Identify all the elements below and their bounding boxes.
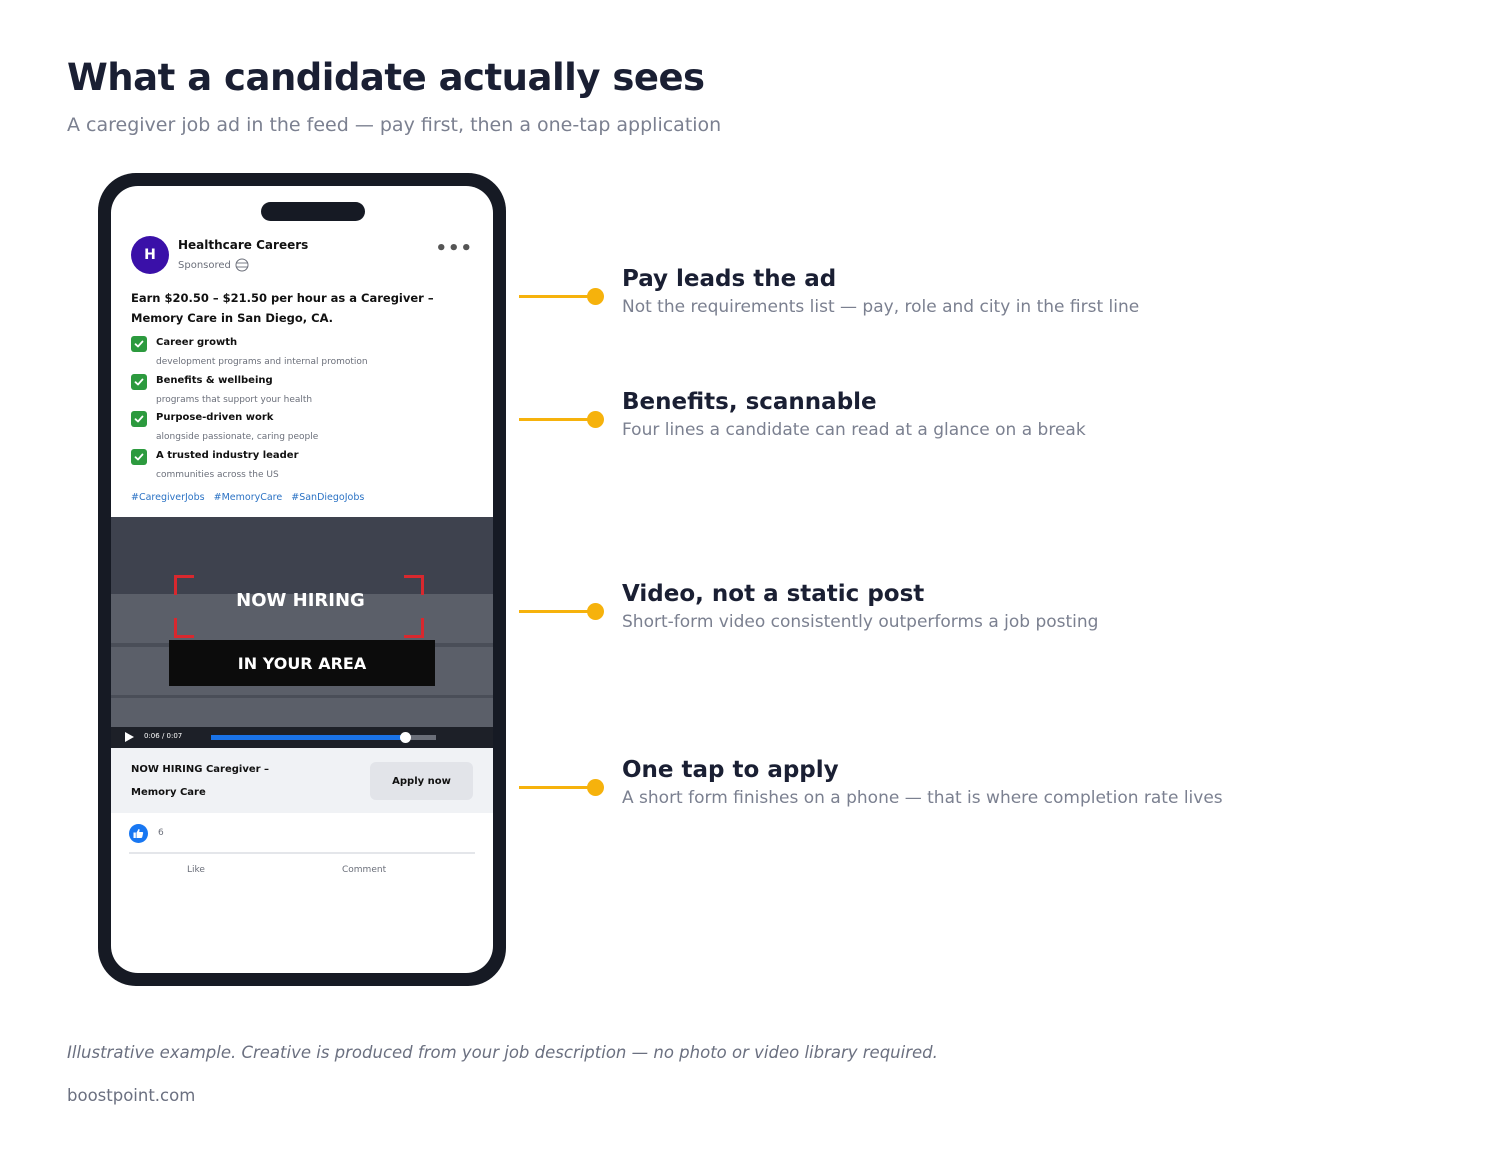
apply-now-button[interactable]: Apply now <box>370 762 473 800</box>
hashtag-link[interactable]: #MemoryCare <box>213 492 283 503</box>
benefit-subtitle: programs that support your health <box>156 394 313 405</box>
hashtag-link[interactable]: #SanDiegoJobs <box>291 492 365 503</box>
sponsored-text: Sponsored <box>178 259 231 271</box>
benefit-item <box>131 449 471 487</box>
phone-notch <box>261 202 365 221</box>
page-name[interactable]: Healthcare Careers <box>178 238 309 252</box>
benefit-subtitle: alongside passionate, caring people <box>156 432 319 443</box>
hashtag-list <box>131 492 370 503</box>
video-overlay-banner: IN YOUR AREA <box>169 640 435 686</box>
benefit-subtitle: communities across the US <box>156 470 279 481</box>
callout-subtitle: A short form finishes on a phone — that is where completion rate lives <box>622 788 1223 808</box>
callout-subtitle: Short-form video consistently outperforms a job posting <box>622 612 1099 632</box>
callout-apply <box>519 757 1419 832</box>
callout-connector <box>519 786 591 789</box>
comment-button[interactable]: Comment <box>342 865 387 875</box>
video-overlay-headline: NOW HIRING <box>236 590 365 611</box>
sponsored-label <box>178 258 249 272</box>
phone-mockup <box>98 173 506 986</box>
callout-title: Video, not a static post <box>622 581 925 607</box>
frame-corner <box>174 618 194 638</box>
benefit-item <box>131 374 471 412</box>
callout-dot <box>587 288 604 305</box>
video-time: 0:06 / 0:07 <box>144 732 183 740</box>
callout-connector <box>519 418 591 421</box>
video-progress-handle[interactable] <box>400 732 411 743</box>
reaction-summary[interactable] <box>129 824 475 844</box>
benefit-title: A trusted industry leader <box>156 450 299 462</box>
video-controls <box>111 727 493 748</box>
callout-benefits <box>519 389 1419 464</box>
page-title: What a candidate actually sees <box>67 56 705 99</box>
frame-corner <box>404 618 424 638</box>
cta-bar <box>111 748 493 813</box>
reaction-count: 6 <box>158 828 164 838</box>
avatar[interactable]: H <box>131 236 169 274</box>
callout-subtitle: Four lines a candidate can read at a glance on a break <box>622 420 1086 440</box>
video-background <box>111 517 493 594</box>
checkmark-icon <box>131 374 147 390</box>
footnote: Illustrative example. Creative is produced from your job description — no photo or video library required. <box>67 1043 938 1062</box>
callout-dot <box>587 779 604 796</box>
benefit-title: Career growth <box>156 337 238 348</box>
video-player[interactable] <box>111 517 493 748</box>
checkmark-icon <box>131 411 147 427</box>
globe-icon <box>235 258 249 272</box>
like-button[interactable]: Like <box>187 865 205 875</box>
thumbs-up-icon <box>129 824 148 843</box>
callout-connector <box>519 610 591 613</box>
video-progress-track[interactable] <box>211 735 436 740</box>
play-icon[interactable] <box>125 732 134 742</box>
benefit-list <box>131 336 471 487</box>
callout-subtitle: Not the requirements list — pay, role and city in the first line <box>622 297 1140 317</box>
benefit-subtitle: development programs and internal promotion <box>156 357 368 367</box>
page-subtitle: A caregiver job ad in the feed — pay first, then a one-tap application <box>67 114 722 136</box>
cta-text: NOW HIRING Caregiver – Memory Care <box>131 764 270 798</box>
benefit-item <box>131 336 471 374</box>
benefit-title: Benefits & wellbeing <box>156 374 273 386</box>
video-progress-fill <box>211 735 405 740</box>
callout-dot <box>587 603 604 620</box>
checkmark-icon <box>131 336 147 352</box>
callout-title: Benefits, scannable <box>622 389 877 415</box>
callout-video <box>519 581 1419 656</box>
phone-screen <box>111 186 493 973</box>
ad-headline: Earn $20.50 – $21.50 per hour as a Caregiver – Memory Care in San Diego, CA. <box>131 291 434 325</box>
callout-title: One tap to apply <box>622 757 839 783</box>
hashtag-link[interactable]: #CaregiverJobs <box>131 492 205 503</box>
ad-header <box>131 236 473 276</box>
callout-pay <box>519 266 1419 341</box>
more-options-icon[interactable]: ••• <box>435 238 473 259</box>
callout-dot <box>587 411 604 428</box>
callout-title: Pay leads the ad <box>622 266 837 292</box>
callout-connector <box>519 295 591 298</box>
brand-url: boostpoint.com <box>67 1086 196 1105</box>
benefit-title: Purpose-driven work <box>156 412 274 424</box>
video-background-line <box>111 695 493 698</box>
benefit-item <box>131 411 471 449</box>
divider <box>129 852 475 854</box>
checkmark-icon <box>131 449 147 465</box>
